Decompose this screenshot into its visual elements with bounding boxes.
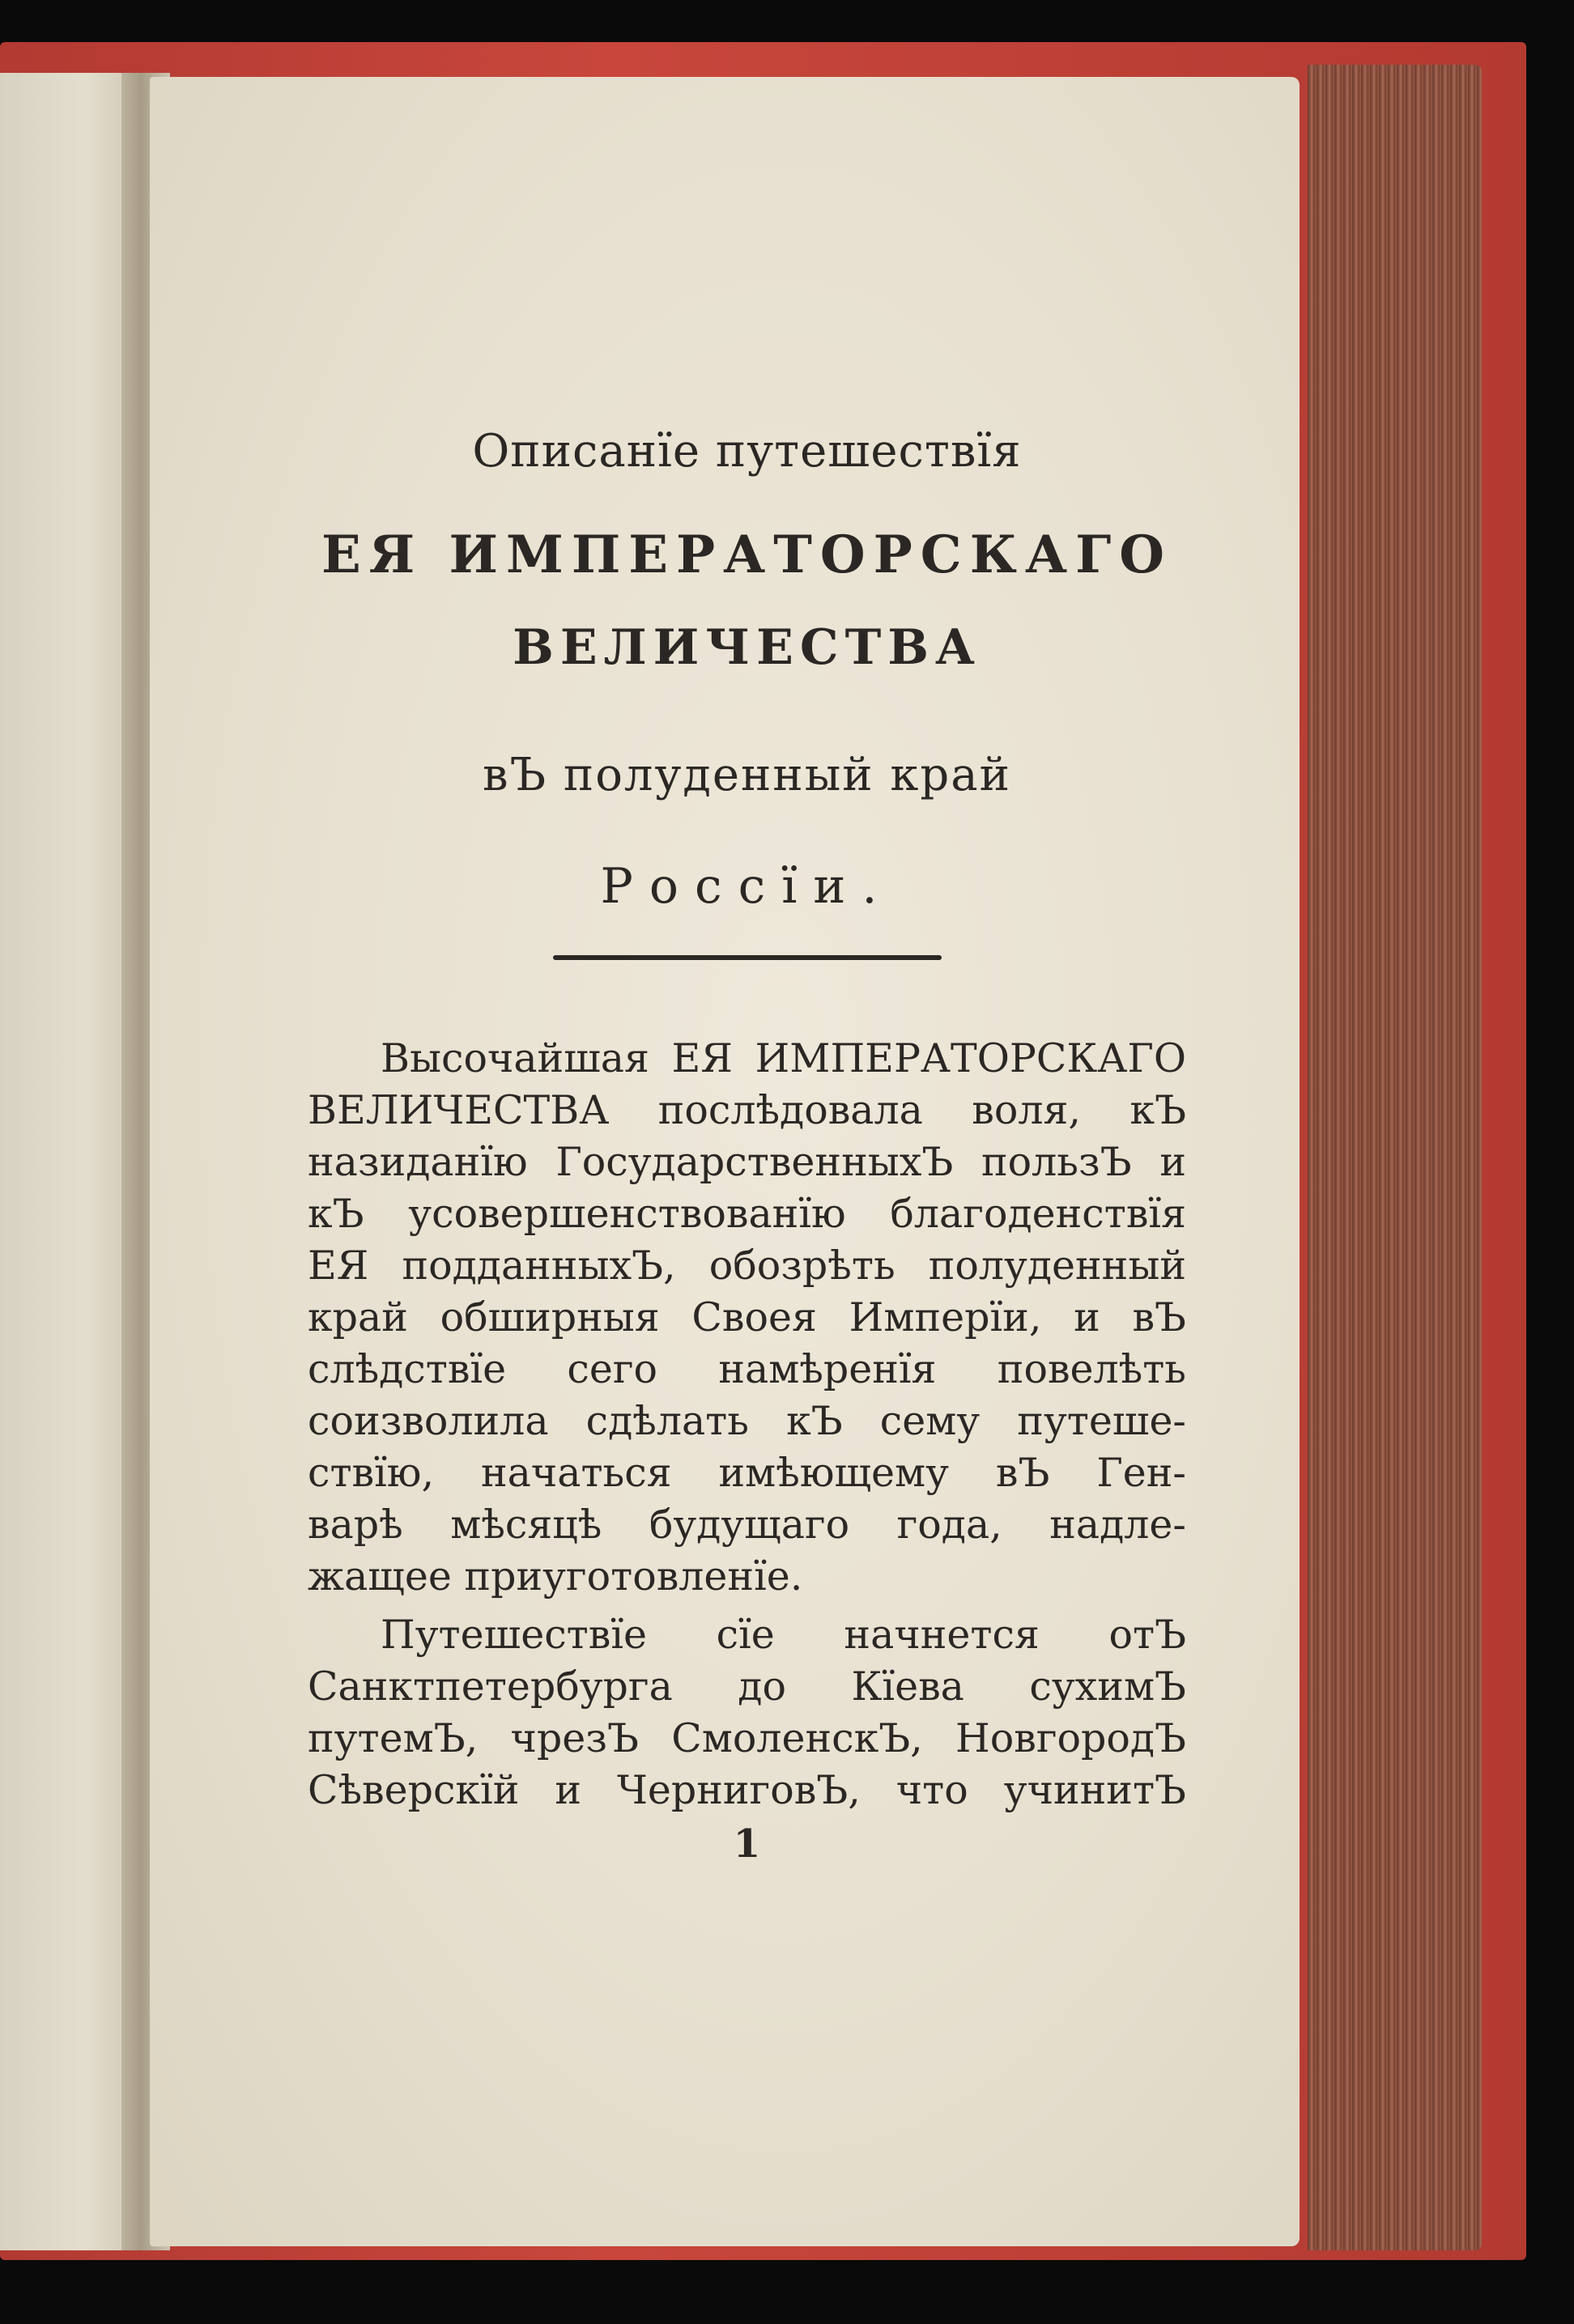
page-text xyxy=(308,425,1186,1867)
paragraph-1 xyxy=(308,1033,1186,1603)
paragraph-line: ВЕЛИЧЕСТВА послѣдовала воля, кЪ xyxy=(308,1087,1186,1133)
left-page xyxy=(0,73,142,2250)
paragraph-line: Высочайшая ЕЯ ИМПЕРАТОРСКАГО xyxy=(381,1035,1186,1081)
paragraph-line: назиданїю ГосударственныхЪ пользЪ и xyxy=(308,1139,1186,1185)
paragraph-line: Санктпетербурга до Кїева сухимЪ xyxy=(308,1663,1186,1710)
paragraph-line: жащее приуготовленїе. xyxy=(308,1553,803,1600)
paragraph-line: варѣ мѣсяцѣ будущаго года, надле- xyxy=(308,1502,1186,1548)
paragraph-2 xyxy=(308,1609,1186,1816)
paragraph-line: Сѣверскїй и ЧерниговЪ, что учинитЪ xyxy=(308,1767,1186,1813)
paragraph-line: соизволила сдѣлать кЪ сему путеше- xyxy=(308,1398,1186,1444)
title-rule xyxy=(553,955,942,960)
paragraph-line: путемЪ, чрезЪ СмоленскЪ, НовгородЪ xyxy=(308,1715,1186,1761)
title-line-4: вЪ полуденный край xyxy=(483,749,1011,801)
title-line-5: Россїи. xyxy=(600,858,894,915)
paragraph-line: ЕЯ подданныхЪ, обозрѣть полуденный xyxy=(308,1243,1186,1289)
title-line-3: ВЕЛИЧЕСТВА xyxy=(513,619,981,676)
paragraph-line: кЪ усовершенствованїю благоденствїя xyxy=(308,1191,1186,1237)
page-edges xyxy=(1308,65,1482,2250)
title-line-1: Описанїе путешествїя xyxy=(472,425,1022,478)
page-number: 1 xyxy=(733,1821,761,1867)
right-page xyxy=(150,77,1300,2246)
paragraph-line: Путешествїе сїе начнется отЪ xyxy=(381,1612,1186,1658)
paragraph-line: ствїю, начаться имѣющему вЪ Ген- xyxy=(308,1450,1186,1496)
paragraph-line: край обширныя Своея Имперїи, и вЪ xyxy=(308,1294,1186,1340)
paragraph-line: слѣдствїе сего намѣренїя повелѣть xyxy=(308,1346,1186,1392)
title-line-2: ЕЯ ИМПЕРАТОРСКАГО xyxy=(321,525,1172,585)
